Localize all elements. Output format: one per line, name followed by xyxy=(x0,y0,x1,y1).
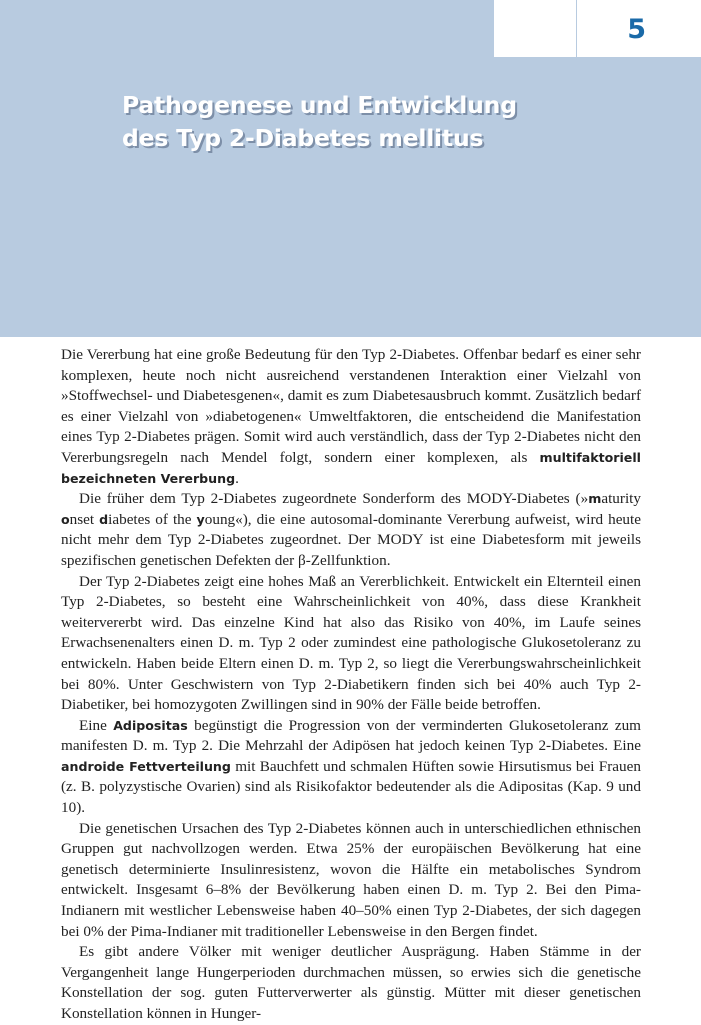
paragraph-1 xyxy=(61,345,641,489)
paragraph-4-text-c: begünstigt die Progression von der verminderten Glukosetoleranz zum manifesten D. m. Typ 2. Die Mehrzahl der Adipösen hat jedoch keinen Typ 2-Diabetes. Eine xyxy=(61,716,641,755)
chapter-number-box xyxy=(494,0,701,57)
emphasis-adipositas: Adipositas xyxy=(113,717,188,733)
paragraph-1-text: Die Vererbung hat eine große Bedeutung für den Typ 2-Diabetes. Offenbar bedarf es einer sehr komplexen, heute noch nicht ausreichend verstandenen Interaktion einer Vielzahl von »Stoffwechsel- und Diabetesgenen«, damit es zum Diabetesausbruch kommt. Zusätzlich bedarf es einer Vielzahl von »diabetogenen« Umweltfaktoren, die entscheidend die Manifestation eines Typ 2-Diabetes prägen. Somit wird auch verständlich, dass der Typ 2-Diabetes nicht den Vererbungsregeln nach Mendel folgt, sondern einer komplexen, als xyxy=(61,346,641,466)
acronym-letter-o: o xyxy=(61,511,70,527)
chapter-title-line-1: Pathogenese und Entwicklung xyxy=(122,91,517,119)
paragraph-4-text: Eine xyxy=(79,716,114,734)
paragraph-4 xyxy=(61,716,641,819)
chapter-title xyxy=(122,89,517,155)
paragraph-2 xyxy=(61,489,641,571)
acronym-letter-m: m xyxy=(588,491,602,507)
acronym-letter-d: d xyxy=(99,511,109,527)
chapter-header-band xyxy=(0,0,701,337)
chapter-number: 5 xyxy=(627,14,646,45)
paragraph-2-text-f: oung«), die eine autosomal-dominante Vererbung aufweist, wird heute nicht mehr dem Typ 2-Diabetes zugeordnet. Der MODY ist eine Diabetesform mit jeweils spezifischen genetischen Defekten der β-Zellfunktion. xyxy=(61,510,641,569)
paragraph-6: Es gibt andere Völker mit weniger deutlicher Ausprägung. Haben Stämme in der Vergangenheit lange Hungerperioden durchmachen müssen, so erwies sich die genetische Konstellation der sog. guten Futterverwerter als günstig. Mütter mit dieser genetischen Konstellation können in Hunger- xyxy=(61,943,641,1022)
emphasis-multifaktoriell: multifaktoriell bezeichneten Vererbung xyxy=(61,449,641,486)
paragraph-2-text-e: iabetes of the xyxy=(108,510,197,528)
chapter-divider xyxy=(576,0,577,57)
paragraph-2-text: Die früher dem Typ 2-Diabetes zugeordnete Sonderform des MODY-Diabetes (» xyxy=(79,490,589,508)
paragraph-5: Die genetischen Ursachen des Typ 2-Diabetes können auch in unterschiedlichen ethnischen Gruppen gut nachvollzogen werden. Etwa 25% der europäischen Bevölkerung hat eine genetisch determinierte Insulinresistenz, wovon die Hälfte ein metabolisches Syndrom entwickelt. Insgesamt 6–8% der Bevölkerung haben einen D. m. Typ 2. Bei den Pima-Indianern mit westlicher Lebensweise haben 40–50% einen Typ 2-Diabetes, der sich dagegen bei 0% der Pima-Indianer mit traditioneller Lebensweise in den Bergen findet. xyxy=(61,819,641,940)
paragraph-2-text-b: aturity xyxy=(601,490,641,508)
acronym-letter-y: y xyxy=(196,511,205,527)
paragraph-1-end: . xyxy=(235,469,239,487)
chapter-title-line-2: des Typ 2-Diabetes mellitus xyxy=(122,124,484,152)
body-text xyxy=(61,345,641,1025)
emphasis-androide-fettverteilung: androide Fettverteilung xyxy=(61,758,231,774)
paragraph-2-text-c: nset xyxy=(69,510,100,528)
paragraph-3: Der Typ 2-Diabetes zeigt eine hohes Maß an Vererblichkeit. Entwickelt ein Elternteil einen Typ 2-Diabetes, so besteht eine Wahrscheinlichkeit von 40%, dass diese Krankheit weitervererbt wird. Das einzelne Kind hat also das Risiko von 40%, im Laufe seines Erwachsenenalters einen D. m. Typ 2 oder zumindest eine pathologische Glukosetoleranz zu entwickeln. Haben beide Eltern einen D. m. Typ 2, so liegt die Vererbungswahrscheinlichkeit bei 80%. Unter Geschwistern von Typ 2-Diabetikern finden sich bei 40% auch Typ 2-Diabetiker, bei homozygoten Zwillingen sind in 90% der Fälle beide betroffen. xyxy=(61,572,641,714)
paragraph-4-text-e: mit Bauchfett und schmalen Hüften sowie Hirsutismus bei Frauen (z. B. polyzystische Ovarien) sind als Risikofaktor bedeutender als die Adipositas (Kap. 9 und 10). xyxy=(61,757,641,817)
